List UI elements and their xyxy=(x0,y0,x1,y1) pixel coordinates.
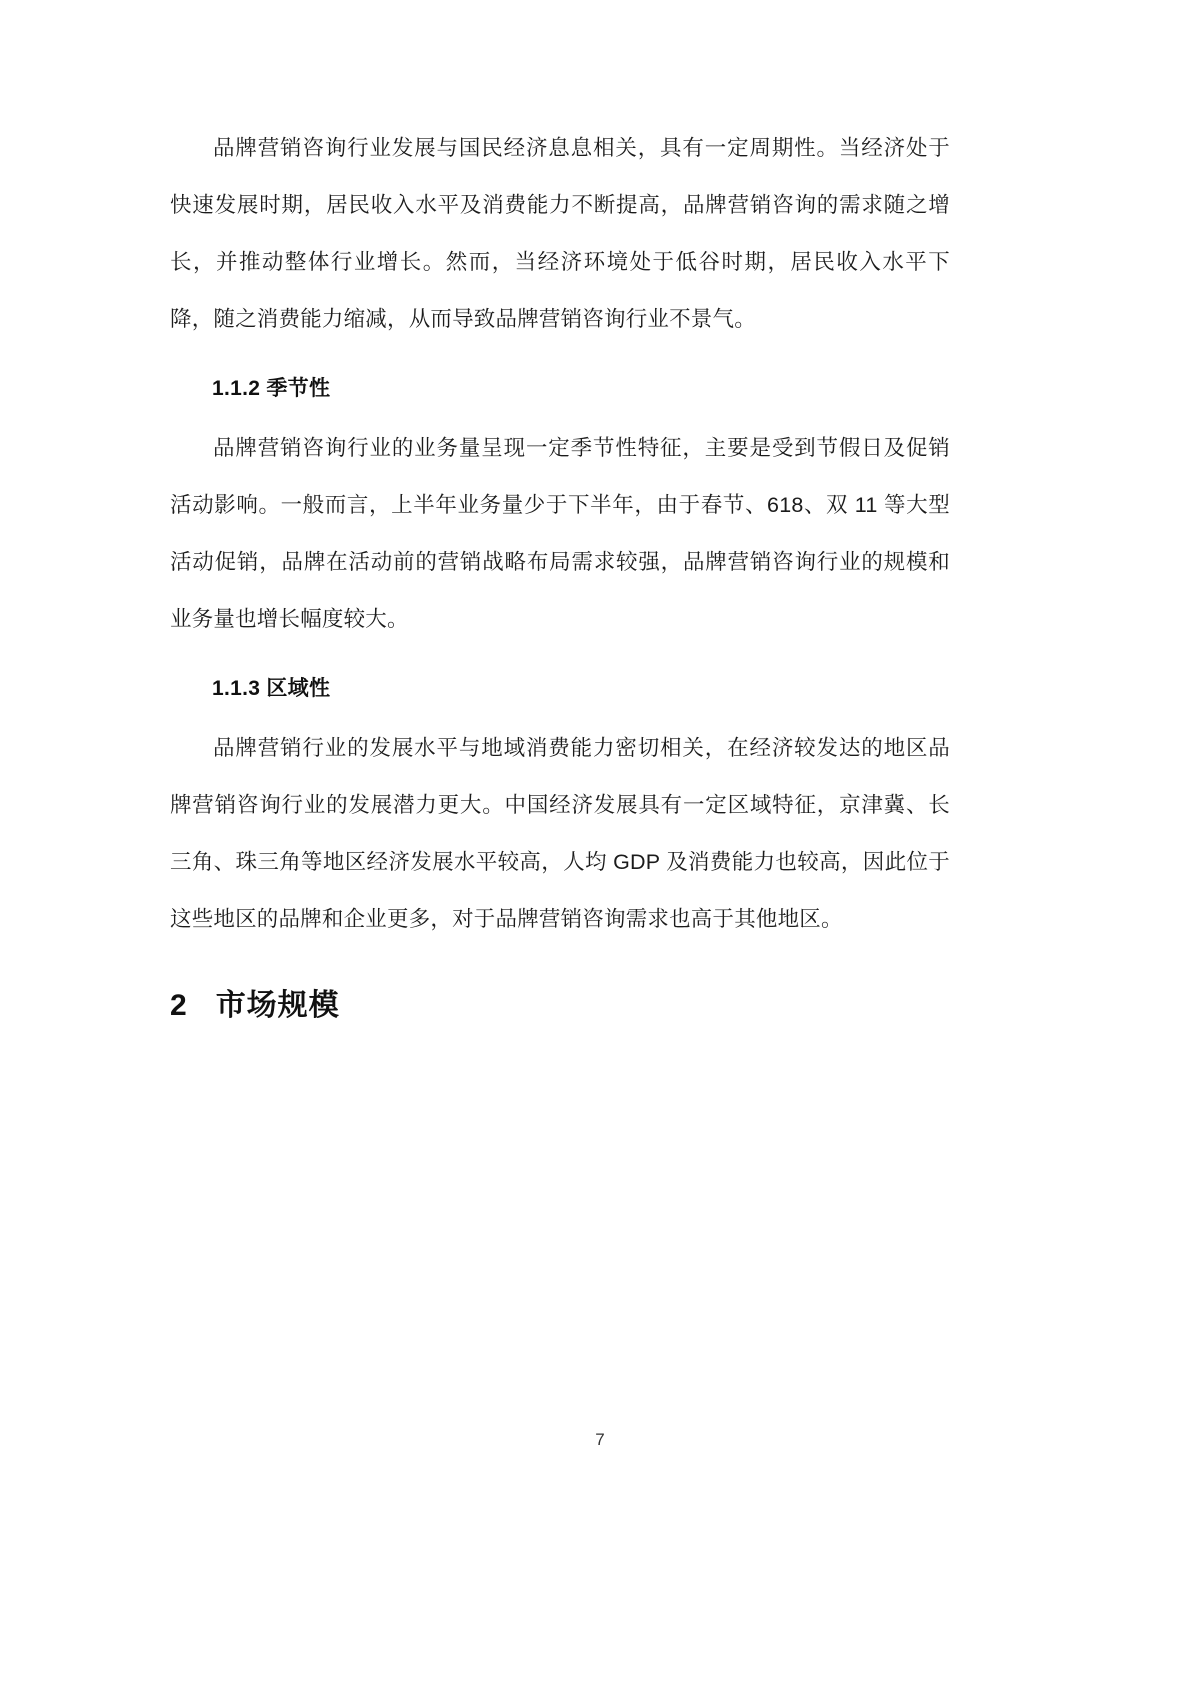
paragraph-regionality: 品牌营销行业的发展水平与地域消费能力密切相关，在经济较发达的地区品牌营销咨询行业的发展潜力更大。中国经济发展具有一定区域特征，京津冀、长三角、珠三角等地区经济发展水平较高，人均 GDP 及消费能力也较高，因此位于这些地区的品牌和企业更多，对于品牌营销咨询需求也高于其他地区。 xyxy=(170,736,950,931)
empty-content-area xyxy=(170,1030,950,1330)
heading-regionality: 1.1.3 区域性 xyxy=(212,677,331,700)
section-number: 2 xyxy=(170,989,188,1022)
page-number: 7 xyxy=(595,1430,605,1449)
paragraph-cyclicality: 品牌营销咨询行业发展与国民经济息息相关，具有一定周期性。当经济处于快速发展时期，居民收入水平及消费能力不断提高，品牌营销咨询的需求随之增长，并推动整体行业增长。然而，当经济环境处于低谷时期，居民收入水平下降，随之消费能力缩减，从而导致品牌营销咨询行业不景气。 xyxy=(170,136,950,331)
section-title: 市场规模 xyxy=(215,989,340,1022)
paragraph-seasonality: 品牌营销咨询行业的业务量呈现一定季节性特征，主要是受到节假日及促销活动影响。一般而言，上半年业务量少于下半年，由于春节、618、双 11 等大型活动促销，品牌在活动前的营销战略布局需求较强，品牌营销咨询行业的规模和业务量也增长幅度较大。 xyxy=(170,436,950,631)
page-content xyxy=(170,120,950,1330)
heading-seasonality: 1.1.2 季节性 xyxy=(212,377,331,400)
section-heading-market-size xyxy=(170,982,950,1030)
